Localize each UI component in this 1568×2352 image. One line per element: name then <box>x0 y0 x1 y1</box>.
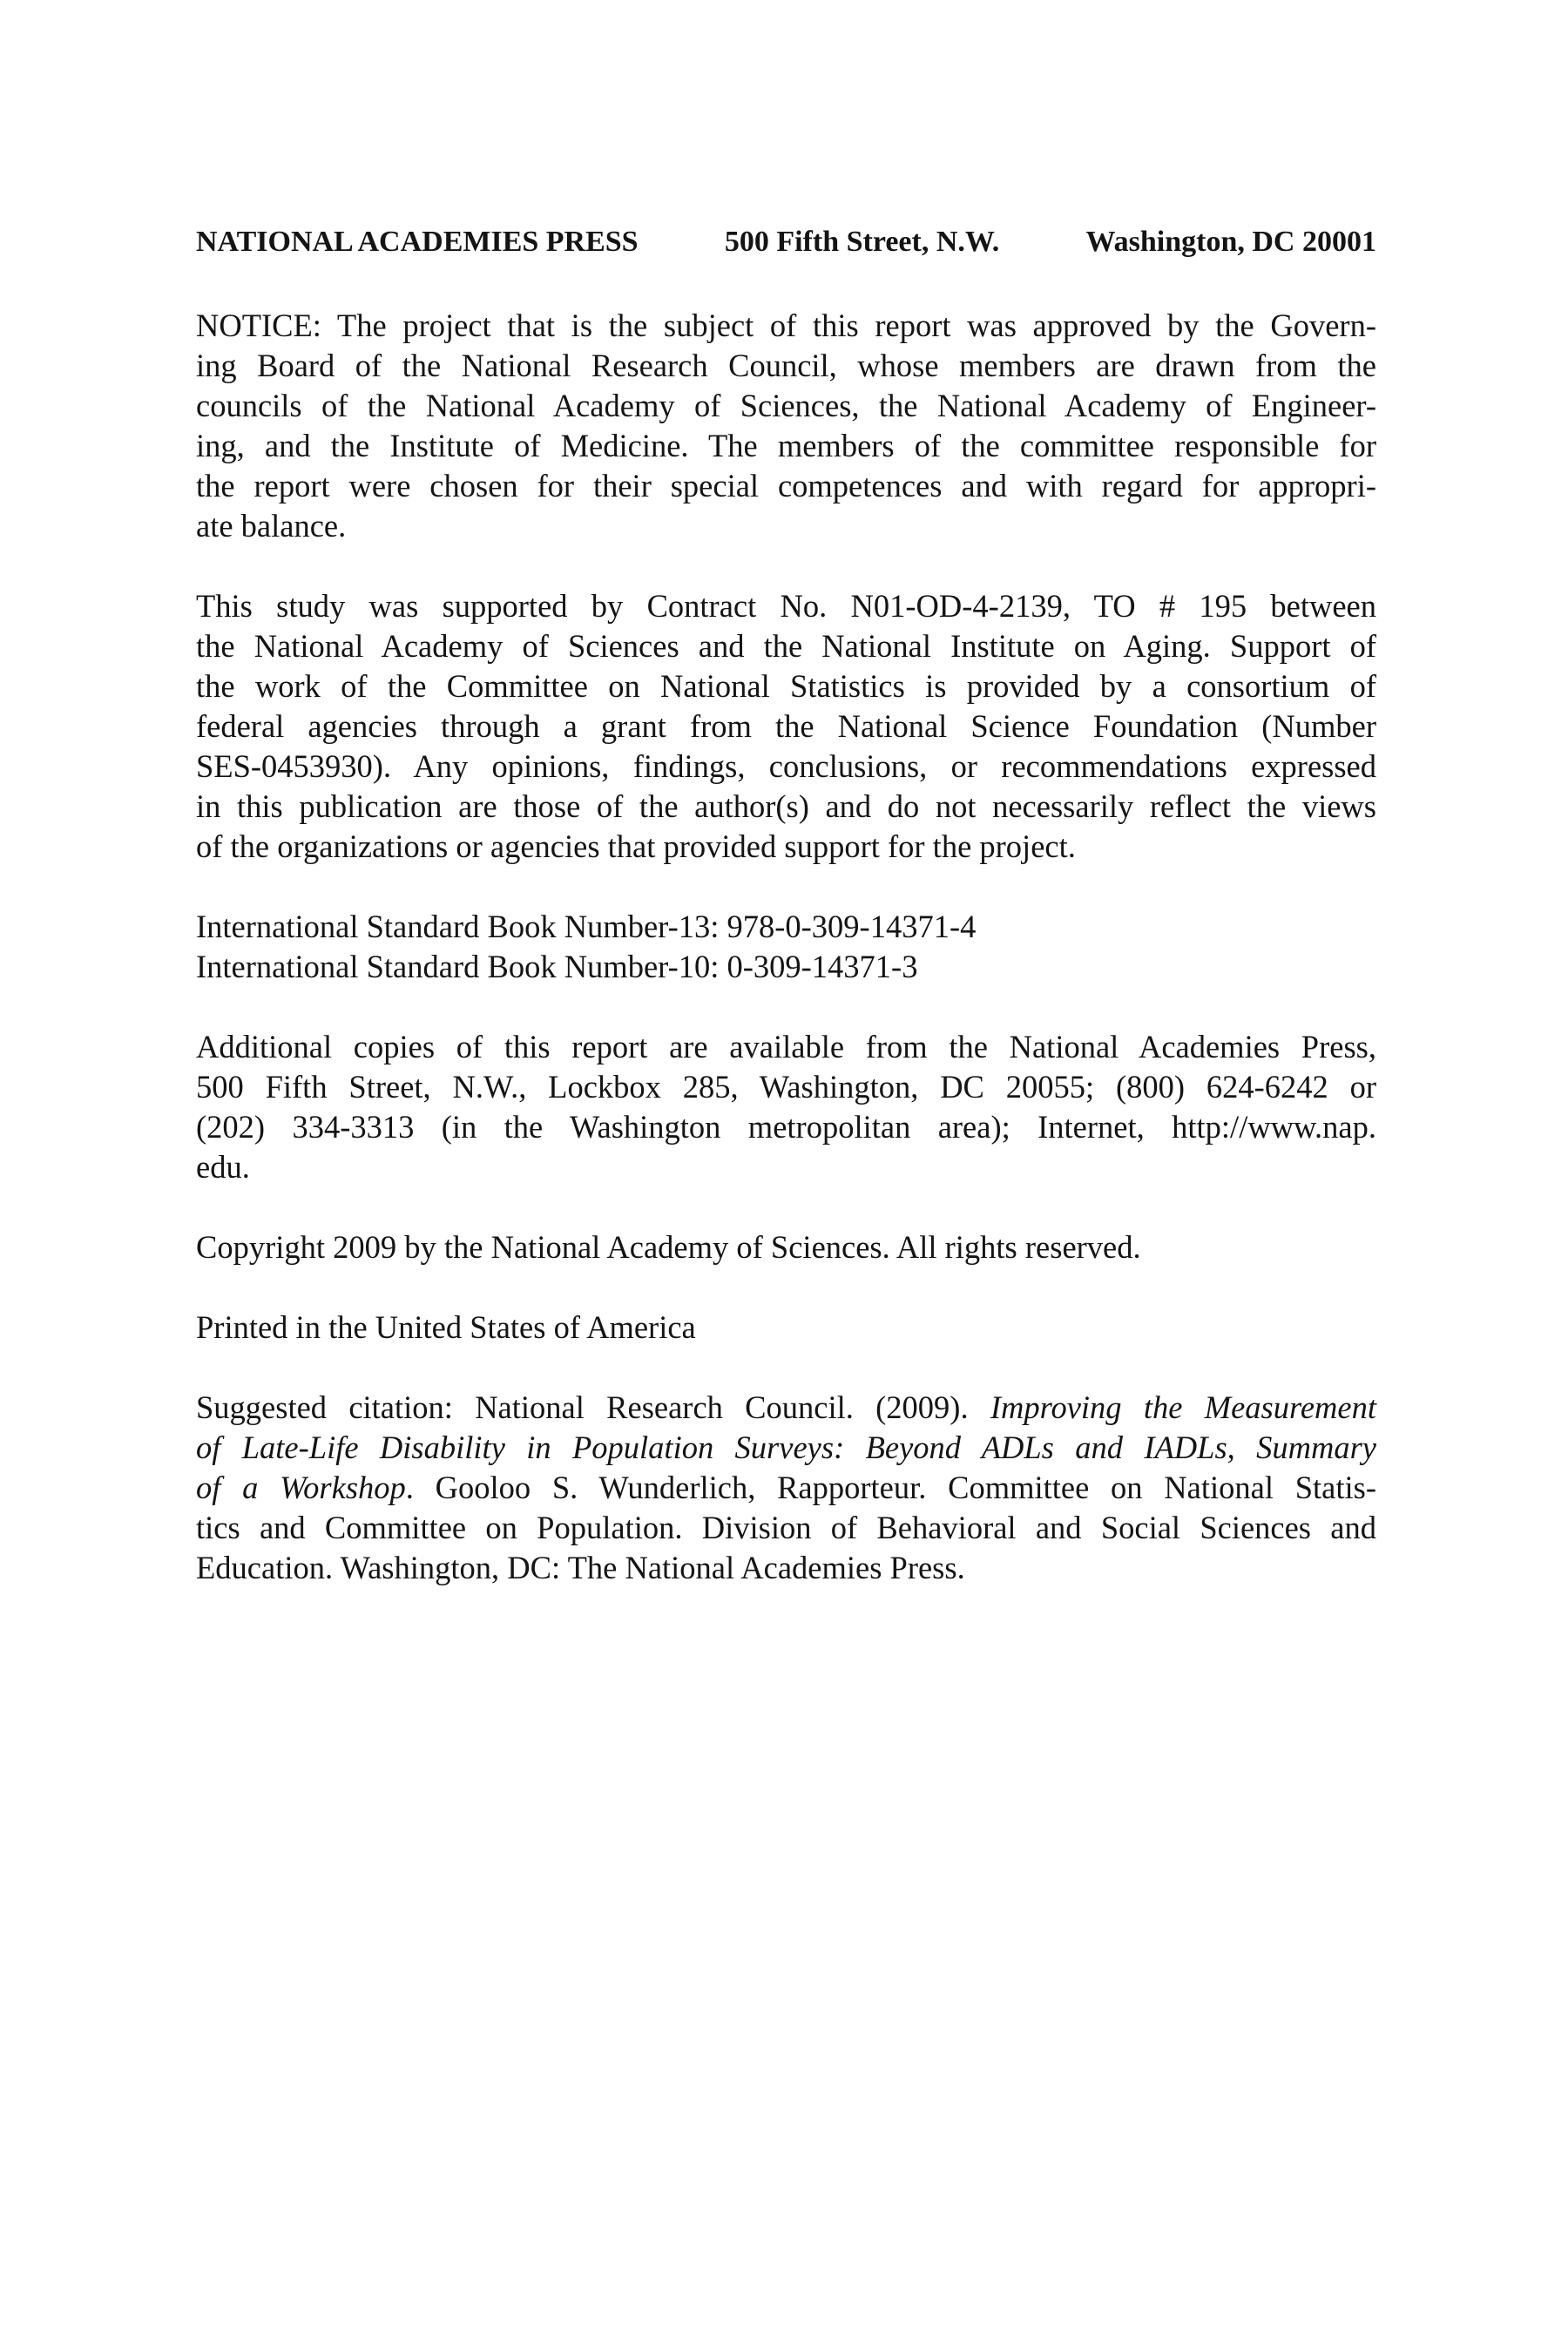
support-line: federal agencies through a grant from the National Science Foundation (Number <box>196 708 1376 744</box>
citation-line <box>196 1428 1376 1468</box>
isbn-block <box>196 907 1376 987</box>
isbn-10: International Standard Book Number-10: 0-309-14371-3 <box>196 949 918 984</box>
copyright-notice: Copyright 2009 by the National Academy of Sciences. All rights reserved. <box>196 1229 1141 1265</box>
notice-line: the report were chosen for their special competences and with regard for appropri- <box>196 468 1376 504</box>
citation-title: of a Workshop <box>196 1470 406 1505</box>
publisher-city: Washington, DC 20001 <box>1085 226 1376 258</box>
publisher-name: NATIONAL ACADEMIES PRESS <box>196 226 639 258</box>
support-paragraph <box>196 586 1376 867</box>
citation-line: Education. Washington, DC: The National Academies Press. <box>196 1550 965 1585</box>
copies-line: edu. <box>196 1149 250 1185</box>
citation-line: of a Workshop. Gooloo S. Wunderlich, Rapporteur. Committee on National Statis- <box>196 1470 1376 1505</box>
copyright-page <box>196 222 1376 1628</box>
citation-title: Improving the Measurement <box>990 1389 1376 1425</box>
citation-line: Suggested citation: National Research Council. (2009). Improving the Measurement <box>196 1389 1376 1425</box>
citation-paragraph <box>196 1388 1376 1588</box>
publisher-header <box>196 222 1376 262</box>
copies-line: (202) 334-3313 (in the Washington metropolitan area); Internet, http://www.nap. <box>196 1109 1376 1145</box>
support-line: in this publication are those of the author(s) and do not necessarily reflect the views <box>196 788 1376 824</box>
printed-notice: Printed in the United States of America <box>196 1309 696 1345</box>
citation-title: of Late-Life Disability in Population Surveys: Beyond ADLs and IADLs, Summary <box>196 1429 1376 1465</box>
notice-line: ate balance. <box>196 508 347 544</box>
support-line: the National Academy of Sciences and the National Institute on Aging. Support of <box>196 628 1376 664</box>
notice-line: ing, and the Institute of Medicine. The members of the committee responsible for <box>196 428 1376 463</box>
isbn-13: International Standard Book Number-13: 978-0-309-14371-4 <box>196 909 977 944</box>
support-line: the work of the Committee on National Statistics is provided by a consortium of <box>196 668 1376 704</box>
notice-line: ing Board of the National Research Council, whose members are drawn from the <box>196 348 1376 383</box>
copies-line: 500 Fifth Street, N.W., Lockbox 285, Washington, DC 20055; (800) 624-6242 or <box>196 1069 1376 1105</box>
publisher-street: 500 Fifth Street, N.W. <box>724 226 1000 258</box>
notice-paragraph <box>196 306 1376 546</box>
support-line: SES-0453930). Any opinions, findings, conclusions, or recommendations expressed <box>196 748 1376 784</box>
support-line: This study was supported by Contract No. N01-OD-4-2139, TO # 195 between <box>196 588 1376 624</box>
support-line: of the organizations or agencies that provided support for the project. <box>196 828 1076 864</box>
notice-line: councils of the National Academy of Sciences, the National Academy of Engineer- <box>196 388 1376 423</box>
copies-line: Additional copies of this report are available from the National Academies Press, <box>196 1029 1376 1064</box>
citation-line: tics and Committee on Population. Division of Behavioral and Social Sciences and <box>196 1510 1376 1545</box>
notice-line: NOTICE: The project that is the subject of this report was approved by the Govern- <box>196 308 1376 343</box>
copies-paragraph <box>196 1027 1376 1187</box>
